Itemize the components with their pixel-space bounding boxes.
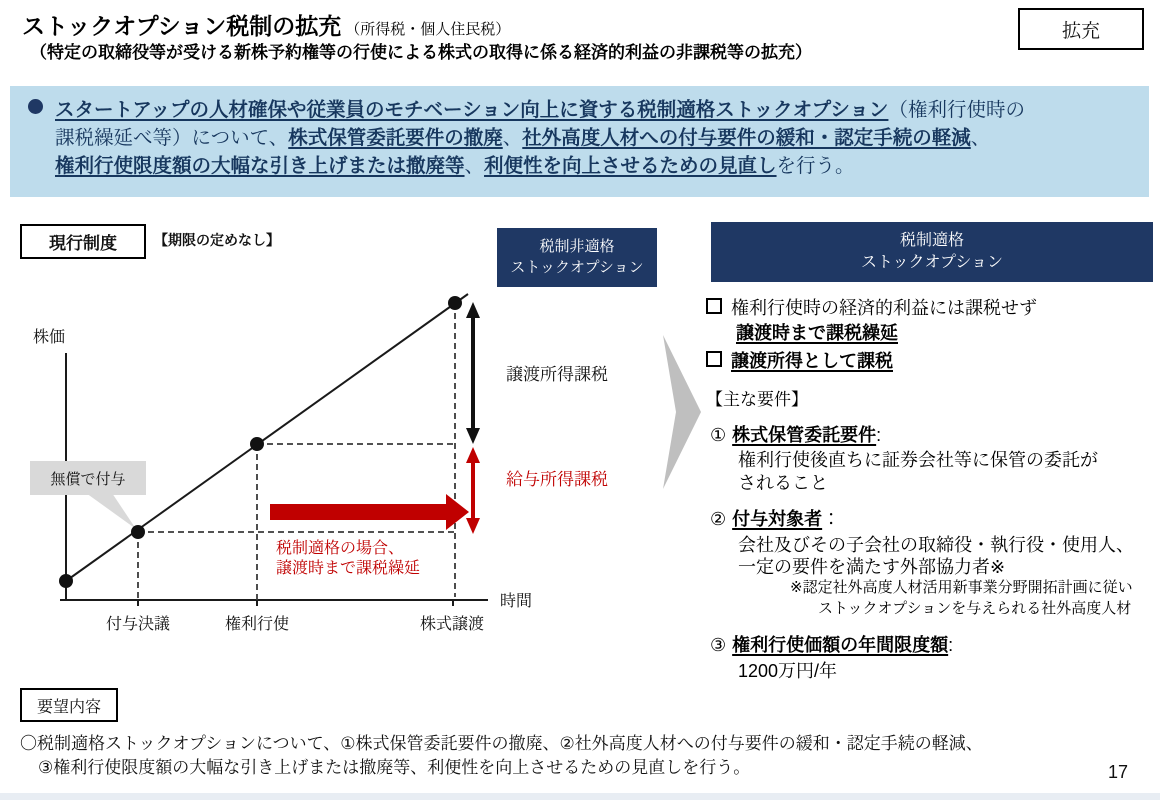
y-axis-label: 株価 [33, 329, 66, 346]
requirements-title: 【主な要件】 [706, 390, 808, 409]
nonqualified-line2: ストックオプション [510, 258, 644, 276]
deferral-note-line1: 税制適格の場合、 [276, 540, 405, 557]
deferral-note-line2: 譲渡時まで課税繰延 [276, 560, 421, 577]
checkbox-icon [706, 351, 722, 367]
requirement-3-body1: 1200万円/年 [738, 661, 838, 681]
title-text: ストックオプション税制の拡充 [22, 13, 342, 39]
page-subtitle: （特定の取締役等が受ける新株予約権等の行使による株式の取得に係る経済的利益の非課税等の拡充） [30, 43, 812, 62]
stock-price-diagram [20, 285, 710, 675]
x-tick-label-grant: 付与決議 [105, 616, 171, 633]
x-tick-label-exercise: 権利行使 [224, 616, 290, 633]
current-system-label: 現行制度 [20, 224, 146, 259]
page-title [22, 8, 510, 41]
requirement-1-title: ① 株式保管委託要件: [710, 425, 882, 445]
footer-bar [0, 793, 1160, 800]
request-text-line2: ③権利行使限度額の大幅な引き上げまたは撤廃等、利便性を向上させるための見直しを行う。 [38, 758, 751, 777]
requirement-2-body2: 一定の要件を満たす外部協力者※ [738, 557, 1006, 577]
point-sale [448, 296, 462, 310]
qualified-line1: 税制適格 [899, 232, 964, 250]
nonqualified-stock-option-box [497, 228, 657, 287]
point-grant [131, 525, 145, 539]
transfer-tax-arrowhead-bottom [466, 428, 480, 444]
salary-tax-arrowhead-top [466, 447, 480, 463]
page-number: 17 [1108, 762, 1129, 782]
x-tick-label-sale: 株式譲渡 [419, 616, 485, 633]
expansion-badge: 拡充 [1018, 8, 1144, 50]
salary-tax-arrowhead-bottom [466, 518, 480, 534]
requirement-1-body2: されること [738, 473, 828, 493]
requirement-2-note1: ※認定社外高度人材活用新事業分野開拓計画に従い [790, 579, 1133, 596]
callout-label: 無償で付与 [50, 471, 126, 488]
qualified-line2: ストックオプション [860, 254, 1004, 271]
transfer-tax-label: 譲渡所得課税 [506, 365, 608, 384]
callout-tail [86, 493, 136, 529]
nonqualified-line1: 税制非適格 [539, 238, 615, 256]
qualified-panel [706, 290, 1160, 690]
deferral-arrow [270, 494, 469, 530]
checkbox-icon [706, 298, 722, 314]
stock-price-line [66, 294, 468, 581]
qualified-point-2: 譲渡所得として課税 [706, 347, 893, 373]
bullet-icon [28, 99, 43, 114]
qualified-point-1: 権利行使時の経済的利益には課税せず [706, 294, 1037, 320]
x-axis-label: 時間 [500, 593, 533, 610]
title-note: （所得税・個人住民税） [345, 21, 511, 38]
point-exercise [250, 437, 264, 451]
requirement-2-title: ② 付与対象者： [710, 509, 841, 529]
point-origin [59, 574, 73, 588]
transfer-tax-arrowhead-top [466, 302, 480, 318]
salary-tax-label: 給与所得課税 [506, 470, 608, 489]
summary-text: スタートアップの人材確保や従業員のモチベーション向上に資する税制適格ストックオプション（権利行使時の 課税繰延べ等）について、株式保管委託要件の撤廃、社外高度人材への付与要件の緩和・認定手続の軽減、 権利行使限度額の大幅な引き上げまたは撤廃等、利便性を向上させるための見直しを行う。 [55, 99, 1025, 177]
requirement-2-body1: 会社及びその子会社の取締役・執行役・使用人、 [738, 535, 1134, 555]
requirement-3-title: ③ 権利行使価額の年間限度額: [710, 635, 954, 655]
qualified-point-1-cont: 譲渡時まで課税繰延 [736, 323, 898, 343]
requirement-1-body1: 権利行使後直ちに証券会社等に保管の委託が [738, 450, 1098, 470]
current-system-note: 【期限の定めなし】 [154, 232, 280, 248]
request-text-line1: 〇税制適格ストックオプションについて、①株式保管委託要件の撤廃、②社外高度人材への付与要件の緩和・認定手続の軽減、 [20, 734, 983, 753]
chevron-right-icon [663, 335, 701, 489]
qualified-stock-option-header [711, 222, 1153, 282]
request-label: 要望内容 [20, 688, 118, 722]
requirement-2-note2: ストックオプションを与えられる社外高度人材 [818, 600, 1132, 617]
